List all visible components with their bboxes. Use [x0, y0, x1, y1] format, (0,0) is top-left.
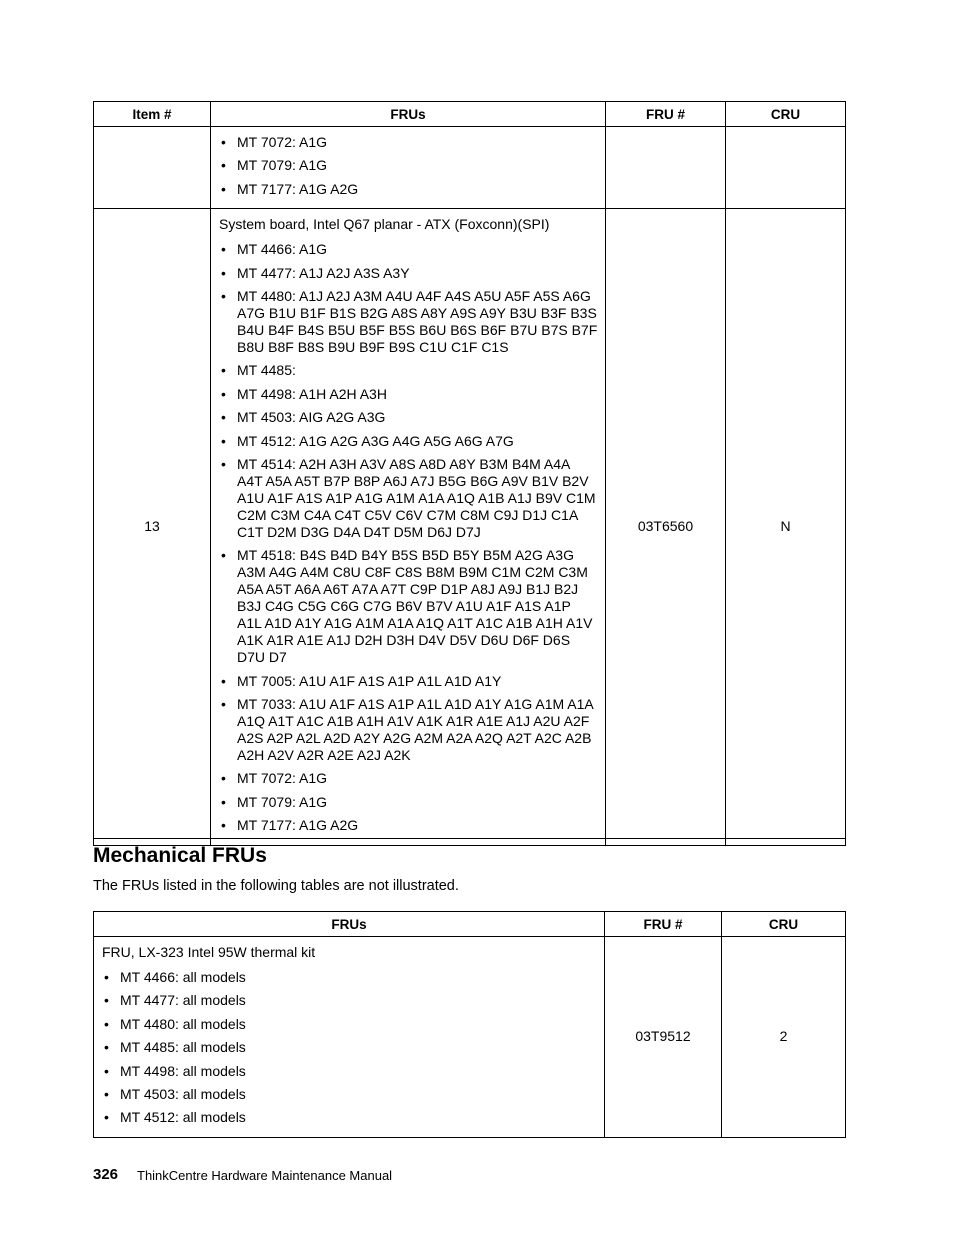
- list-item: • MT 4503: all models: [102, 1086, 597, 1103]
- list-item: • MT 4477: A1J A2J A3S A3Y: [219, 265, 598, 282]
- frus-cell: [211, 209, 606, 845]
- list-item: • MT 4498: all models: [102, 1063, 597, 1080]
- header-fru-number: FRU #: [605, 912, 722, 937]
- fru-number-cell: 03T9512: [605, 937, 722, 1138]
- fru-description: FRU, LX-323 Intel 95W thermal kit: [102, 944, 316, 960]
- frus-cell: [211, 127, 606, 209]
- cru-cell: [726, 127, 846, 209]
- model-list: [219, 241, 598, 834]
- model-list: [219, 134, 598, 198]
- list-item: • MT 7177: A1G A2G: [219, 181, 598, 198]
- list-item: • MT 4518: B4S B4D B4Y B5S B5D B5Y B5M A2G A3G A3M A4G A4M C8U C8F C8S B8M B9M C1M C2M C3M A5A A5T A6A A6T A7A A7T C9P D1P A8J A9J B1J B2J B3J C4G C5G C6G C7G B6V B7V A1U A1F A1S A1P A1L A1D A1Y A1G A1M A1A A1Q A1T A1C A1B A1H A1V A1K A1R A1E A1J D2H D3H D4V D5V D6U D6F D6S D7U D7: [219, 547, 598, 666]
- list-item: • MT 7072: A1G: [219, 134, 598, 151]
- section-paragraph: The FRUs listed in the following tables are not illustrated.: [93, 878, 459, 894]
- manual-title: ThinkCentre Hardware Maintenance Manual: [137, 1168, 393, 1183]
- list-item: • MT 4512: all models: [102, 1109, 597, 1126]
- list-item: • MT 7072: A1G: [219, 770, 598, 787]
- cru-cell: 2: [722, 937, 846, 1138]
- list-item: • MT 4480: all models: [102, 1016, 597, 1033]
- section-divider: [93, 838, 845, 839]
- list-item: • MT 4466: all models: [102, 969, 597, 986]
- list-item: • MT 7079: A1G: [219, 157, 598, 174]
- header-fru-number: FRU #: [606, 102, 726, 127]
- list-item: • MT 4477: all models: [102, 992, 597, 1009]
- list-item: • MT 4503: AIG A2G A3G: [219, 409, 598, 426]
- item-number-cell: 13: [94, 209, 211, 845]
- table-header-row: [94, 102, 846, 127]
- section-title: Mechanical FRUs: [93, 844, 267, 867]
- list-item: • MT 4514: A2H A3H A3V A8S A8D A8Y B3M B4M A4A A4T A5A A5T B7P B8P A6J A7J B5G B6G A9V B1V B2V A1U A1F A1S A1P A1G A1M A1A A1Q A1B A1J B9V C1M C2M C3M C4A C4T C5V C6V C7M C8M C9J D1J C1A C1T D2M D3G D4A D4T D5M D6J D7J: [219, 456, 598, 541]
- list-item: • MT 4485: all models: [102, 1039, 597, 1056]
- list-item: • MT 7005: A1U A1F A1S A1P A1L A1D A1Y: [219, 673, 598, 690]
- frus-cell: [94, 937, 605, 1138]
- model-list: [102, 969, 597, 1126]
- fru-description: System board, Intel Q67 planar - ATX (Foxconn)(SPI): [219, 216, 550, 233]
- header-frus: FRUs: [211, 102, 606, 127]
- cru-cell: N: [726, 209, 846, 845]
- list-item: • MT 4512: A1G A2G A3G A4G A5G A6G A7G: [219, 433, 598, 450]
- header-item: Item #: [94, 102, 211, 127]
- header-cru: CRU: [722, 912, 846, 937]
- fru-number-cell: 03T6560: [606, 209, 726, 845]
- list-item: • MT 7033: A1U A1F A1S A1P A1L A1D A1Y A1G A1M A1A A1Q A1T A1C A1B A1H A1V A1K A1R A1E A1J A2U A2F A2S A2P A2L A2D A2Y A2G A2M A2A A2Q A2T A2C A2B A2H A2V A2R A2E A2J A2K: [219, 696, 598, 764]
- list-item: • MT 4480: A1J A2J A3M A4U A4F A4S A5U A5F A5S A6G A7G B1U B1F B1S B2G A8S A8Y A9S A9Y B3U B3F B3S B4U B4F B4S B5U B5F B5S B6U B6S B6F B7U B7S B7F B8U B8F B8S B9U B9F B9S C1U C1F C1S: [219, 288, 598, 356]
- list-item: • MT 7079: A1G: [219, 794, 598, 811]
- table-row-item-13: [94, 209, 846, 845]
- list-item: • MT 7177: A1G A2G: [219, 817, 598, 834]
- table-row-continued: [94, 127, 846, 209]
- fru-table-mechanical: [93, 911, 846, 1138]
- table-header-row: [94, 912, 846, 937]
- fru-table-system-board: [93, 101, 846, 846]
- item-number-cell: [94, 127, 211, 209]
- list-item: • MT 4466: A1G: [219, 241, 598, 258]
- fru-number-cell: [606, 127, 726, 209]
- page-number: 326: [93, 1166, 119, 1183]
- header-cru: CRU: [726, 102, 846, 127]
- table-row-thermal-kit: [94, 937, 846, 1138]
- header-frus: FRUs: [94, 912, 605, 937]
- list-item: • MT 4498: A1H A2H A3H: [219, 386, 598, 403]
- list-item: • MT 4485:: [219, 362, 598, 379]
